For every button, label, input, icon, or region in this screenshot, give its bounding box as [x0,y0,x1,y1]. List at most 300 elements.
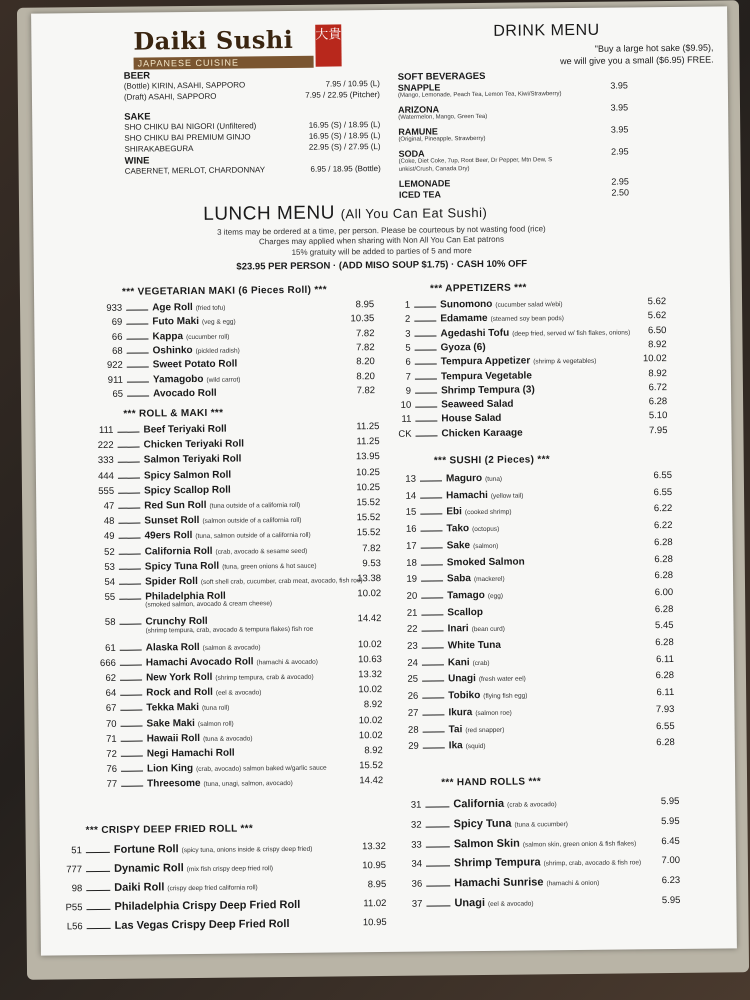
order-blank [120,640,142,650]
order-blank [426,877,450,887]
item-number: 34 [411,859,423,871]
beer-label: BEER [123,70,151,82]
lunch-title-text: LUNCH MENU [203,202,335,225]
order-blank [121,731,143,741]
item-number: 70 [105,718,117,730]
item-number: 24 [407,657,418,669]
item-name: Ikura [448,706,473,719]
roll-maki-item [86,466,380,483]
item-number: 66 [111,331,123,343]
soft-beverages-label: SOFT BEVERAGES [397,70,486,83]
order-blank [120,716,142,726]
sake-row-name: SHO CHIKU BAI NIGORI (Unfiltered) [124,121,257,132]
item-number: 3 [405,328,411,340]
item-description: (eel & avocado) [215,689,262,697]
item-name: Tempura Vegetable [440,369,532,382]
sake-row-price: 22.95 (S) / 27.95 (L) [308,142,381,152]
order-blank [118,483,140,493]
beer-row-price: 7.95 / 10.95 (L) [325,79,380,89]
item-description: (crispy deep fried california roll) [167,884,258,893]
appetizers-item [397,424,667,441]
order-blank [118,529,140,539]
vegetarian-title: *** VEGETARIAN MAKI (6 Pieces Roll) *** [121,284,327,298]
item-price: 6.28 [654,536,673,548]
item-number: 111 [98,424,114,436]
item-price: 7.82 [362,542,381,554]
item-name: Oshinko [152,344,193,357]
item-description: (salmon roe) [475,709,512,717]
item-description: (eel & avocado) [487,900,534,908]
item-price: 6.55 [653,469,673,482]
sushi-item [399,603,673,620]
sushi-item [400,636,674,653]
item-description: (smoked salmon, avocado & cream cheese) [145,600,273,609]
soft-drink-price: 3.95 [610,80,628,91]
roll-maki-item [86,450,380,467]
item-number: CK [398,428,412,440]
item-description: (tuna outside of a california roll) [209,501,301,510]
order-blank [420,521,442,531]
item-price: 11.02 [363,897,387,910]
lunch-subtitle: (All You Can Eat Sushi) [340,204,488,222]
item-name: Tempura Appetizer [440,355,531,368]
item-price: 9.53 [362,557,381,570]
order-blank [415,369,437,379]
order-blank [423,722,445,732]
item-number: 13 [405,473,417,485]
item-description: (tuna, green onions & hot sauce) [222,562,317,571]
logo-seal: 大貴 [315,24,341,66]
item-description: (flying fish egg) [483,692,528,701]
item-name: Sake Maki [146,717,195,730]
order-blank [426,817,450,827]
order-blank [414,326,436,336]
order-blank [119,544,141,554]
order-blank [422,688,444,698]
item-name: Unagi [454,896,486,910]
item-name: Sunset Roll [144,515,200,527]
item-name: Beef Teriyaki Roll [143,423,227,436]
sake-row-name: SHIRAKABEGURA [124,143,194,154]
item-name: New York Roll [145,671,213,684]
item-price: 8.92 [648,367,667,379]
item-number: 36 [411,878,423,890]
item-description: (salmon & avocado) [202,643,261,652]
item-price: 6.00 [654,586,674,599]
item-number: 9 [405,385,412,397]
item-number: 61 [105,642,116,654]
item-number: 6 [405,356,411,368]
item-name: Hamachi [446,489,488,502]
item-price: 10.02 [358,729,383,742]
item-price: 6.22 [653,503,673,515]
item-name: Edamame [440,313,488,325]
roll-maki-item [86,511,380,528]
sushi-item [401,736,675,753]
item-description: (spicy tuna, onions inside & crispy deep fried) [181,845,313,855]
item-number: 76 [106,763,118,776]
item-name: Daiki Roll [114,881,165,894]
item-number: 17 [406,540,417,552]
hand-rolls-item [402,874,680,891]
item-name: Scallop [447,606,484,618]
item-price: 6.23 [661,875,681,887]
lunch-note-2: Charges may applied when sharing with Non All You Can Eat patrons [258,234,505,247]
item-name: Smoked Salmon [446,556,525,568]
sake-row-name: SHO CHIKU BAI PREMIUM GINJO [124,132,251,143]
item-number: 48 [103,516,115,528]
order-blank [121,762,143,772]
soft-drink-desc: (Mango, Lemonade, Peach Tea, Lemon Tea, Kiwi/Strawberry) [397,91,562,99]
item-name: Crunchy Roll [145,616,208,628]
roll-maki-item [89,759,383,776]
order-blank [127,372,149,382]
item-name: Sweet Potato Roll [152,358,238,371]
roll-maki-item [88,638,382,655]
order-blank [121,777,143,787]
drink-promo-line-1: "Buy a large hot sake ($9.95), [594,42,714,54]
logo-name: Daiki Sushi [133,24,294,56]
soft-drink-desc: (Original, Pineapple, Strawberry) [398,135,486,143]
order-blank [414,312,436,322]
order-blank [126,329,148,339]
item-description: (crab & avocado) [507,801,557,809]
item-price: 6.28 [648,396,668,408]
roll-maki-item [86,496,380,513]
item-price: 10.02 [358,684,383,696]
item-name: Lion King [146,763,194,775]
item-number: 49 [103,531,115,543]
item-number: 7 [405,371,411,383]
item-number: 666 [99,657,116,669]
item-price: 6.28 [655,670,675,682]
item-price: 8.92 [363,699,383,711]
roll-maki-item [88,683,382,700]
item-description: (salmon outside of a california roll) [202,517,302,526]
soft-drink-name: ARIZONA [398,104,440,115]
item-price: 5.62 [647,296,667,308]
sushi-item [399,619,673,636]
order-blank [118,453,140,463]
order-blank [415,412,437,422]
item-number: 5 [405,342,411,354]
item-name: White Tuna [447,639,501,652]
item-price: 8.95 [367,878,387,891]
item-name: Sunomono [440,298,493,311]
restaurant-logo [133,24,373,75]
item-name: Kani [447,656,470,669]
item-price: 15.52 [356,512,381,524]
item-price: 10.35 [350,313,375,325]
order-blank [120,686,142,696]
order-blank [86,862,110,872]
hand-rolls-item [402,815,680,832]
item-price: 7.93 [655,703,675,715]
wine-label: WINE [124,155,150,167]
order-blank [118,514,140,524]
soft-drink-desc: unkist/Crush, Canada Dry) [398,166,470,173]
drink-menu-title: DRINK MENU [493,21,600,40]
order-blank [86,900,110,910]
menu-sheet [31,6,737,955]
item-number: 67 [105,703,117,715]
soft-drink-desc: (Watermelon, Mango, Green Tea) [398,113,488,121]
item-number: 25 [407,674,419,686]
item-number: 19 [406,573,418,585]
item-name: Tako [446,523,470,535]
item-price: 10.02 [642,353,667,365]
item-price: 6.50 [647,324,667,336]
roll-maki-item [88,668,382,685]
item-price: 15.52 [359,760,384,772]
item-name: Tai [448,723,463,735]
item-price: 6.28 [654,570,674,582]
order-blank [127,343,149,353]
sushi-item [399,552,673,569]
hand-rolls-item [401,795,679,812]
item-description: (tuna, unagi, salmon, avocado) [203,780,293,789]
order-blank [415,340,437,350]
item-name: Las Vegas Crispy Deep Fried Roll [114,918,290,932]
order-blank [426,857,450,867]
item-price: 10.02 [357,588,382,600]
order-blank [423,739,445,749]
soft-drink-name: LEMONADE [398,178,451,189]
item-price: 5.62 [647,310,667,322]
item-name: Chicken Teriyaki Roll [143,438,245,451]
item-name: Shrimp Tempura [453,856,541,870]
item-number: 1 [404,299,411,311]
item-number: 71 [106,733,117,745]
roll-maki-item [86,435,380,452]
item-name: Rock and Roll [146,686,213,699]
item-price: 6.11 [656,653,674,665]
sake-row-price: 16.95 (S) / 18.95 (L) [308,131,381,141]
item-name: Tamago [447,589,485,602]
item-number: 222 [97,440,114,452]
roll-maki-item [87,542,381,559]
item-price: 6.28 [654,603,674,615]
order-blank [119,590,141,600]
item-price: 8.92 [648,338,667,351]
sushi-item [399,569,673,586]
order-blank [120,671,142,681]
crispy-deep-fried-item [58,859,386,876]
item-description: (hamachi & onion) [546,879,600,888]
item-description: (veg & egg) [201,318,236,327]
item-number: 555 [98,485,115,497]
item-price: 8.20 [356,356,375,368]
sushi-item [398,486,672,503]
item-description: (squid) [465,743,486,751]
roll-maki-title: *** ROLL & MAKI *** [123,407,224,420]
item-description: (hamachi & avocado) [256,658,318,667]
item-description: (tuna, salmon outside of a california roll) [195,532,311,541]
order-blank [415,398,437,408]
item-name: Dynamic Roll [113,862,184,875]
item-price: 5.45 [654,620,674,632]
item-number: L56 [66,921,83,933]
item-price: 6.11 [656,687,675,699]
soft-drink-price: 2.50 [611,187,630,198]
order-blank [119,575,141,585]
order-blank [426,837,450,847]
item-price: 7.95 [648,424,668,436]
item-name: Ebi [446,506,462,518]
drink-promo-line-2: we will give you a small ($6.95) FREE. [559,54,714,67]
order-blank [86,843,110,853]
order-blank [414,297,436,307]
item-number: 333 [97,455,114,467]
item-number: 69 [111,317,123,329]
item-price: 7.82 [356,341,375,354]
item-price: 5.10 [648,410,668,422]
item-price: 6.72 [648,381,668,394]
item-name: Shrimp Tempura (3) [440,384,535,397]
order-blank [119,559,141,569]
item-name: Gyoza (6) [440,341,486,354]
item-description: (tuna & avocado) [203,735,253,743]
beer-row-price: 7.95 / 22.95 (Pitcher) [305,90,380,100]
soft-drink-price: 2.95 [610,146,629,157]
item-number: 21 [406,607,418,619]
item-number: 28 [407,724,419,736]
wine-row-price: 6.95 / 18.95 (Bottle) [310,164,381,174]
item-name: Seaweed Salad [441,398,514,411]
order-blank [120,701,142,711]
sake-label: SAKE [124,111,151,123]
item-number: 11 [401,414,412,426]
order-blank [420,505,442,515]
item-number: 51 [71,845,82,857]
hand-rolls-item [402,835,680,852]
item-description: (fresh water eel) [478,675,526,684]
crispy-deep-fried-item [59,916,387,933]
item-name: Spicy Scallop Roll [144,484,231,497]
item-number: 911 [107,374,123,386]
order-blank [421,588,443,598]
item-price: 14.42 [359,775,384,787]
item-description: (crab) [472,659,490,667]
item-number: 37 [411,898,423,910]
order-blank [422,655,444,665]
item-number: 2 [404,314,411,326]
item-number: 933 [106,302,123,314]
item-description: (soft shell crab, cucumber, crab meat, avocado, fish roe) [200,577,363,586]
roll-maki-item [88,714,382,731]
order-blank [127,358,149,368]
sushi-item [400,653,674,670]
item-description: (shrimp, crab, avocado & fish roe) [543,859,642,868]
item-number: 29 [408,740,419,752]
item-price: 5.95 [660,795,680,808]
crispy-deep-fried-item [58,897,386,914]
item-number: 777 [66,864,83,876]
item-name: Chicken Karaage [441,427,523,440]
item-name: Hawaii Roll [146,732,201,745]
item-number: 444 [98,470,114,482]
item-description: (tuna roll) [201,705,230,713]
roll-maki-item [87,572,381,589]
roll-maki-item [87,557,381,574]
sushi-item [400,703,674,720]
roll-maki-item [89,729,383,746]
item-number: 10 [400,399,412,411]
item-price: 11.25 [356,436,380,448]
item-name: Tobiko [448,690,481,702]
item-name: Saba [446,573,471,585]
item-name: California [453,797,505,811]
order-blank [126,300,148,310]
item-description: (tuna & cucumber) [514,820,568,829]
roll-maki-item [88,698,382,715]
roll-maki-item [86,481,380,498]
item-description: (shrimp tempura, crab, avocado & tempura flakes) fish roe [145,625,314,635]
item-number: 64 [105,688,117,700]
beer-row-name: (Draft) ASAHI, SAPPORO [123,91,217,102]
item-description: (salmon) [473,542,499,550]
item-name: Avocado Roll [153,387,217,400]
item-name: Agedashi Tofu [440,327,510,339]
item-price: 15.52 [356,497,381,509]
order-blank [421,555,443,565]
item-description: (crab, avocado) salmon baked w/garlic sauce [196,764,327,774]
soft-drink-name: SODA [398,148,425,159]
order-blank [420,471,442,481]
item-number: 18 [406,557,417,569]
item-name: Philadelphia Crispy Deep Fried Roll [114,898,301,913]
order-blank [415,383,437,393]
soft-drink-name: ICED TEA [398,189,442,200]
item-name: Tekka Maki [146,702,200,714]
item-name: Kappa [152,330,184,343]
item-name: 49ers Roll [144,530,193,542]
hand-rolls-title: *** HAND ROLLS *** [441,776,542,789]
item-price: 15.52 [356,527,381,539]
item-number: 68 [111,345,123,357]
order-blank [121,747,143,757]
soft-drink-name: SNAPPLE [397,82,441,93]
sushi-item [401,719,675,736]
item-price: 13.95 [355,451,380,463]
item-price: 10.25 [356,466,380,478]
item-number: 16 [405,523,417,535]
item-price: 10.95 [362,916,387,929]
lunch-menu-title [203,201,487,226]
item-description: (mix fish crispy deep fried roll) [186,865,274,874]
item-description: (steamed soy bean pods) [490,315,564,324]
item-number: 55 [104,592,116,604]
item-name: House Salad [441,413,502,425]
item-description: (tuna) [485,475,503,483]
order-blank [422,705,444,715]
order-blank [421,538,443,548]
item-description: (cucumber roll) [186,333,230,341]
item-name: Maguro [445,472,483,485]
order-blank [420,488,442,498]
sushi-item [399,536,673,553]
beer-row-name: (Bottle) KIRIN, ASAHI, SAPPORO [123,80,246,91]
item-name: Spider Roll [144,575,198,588]
item-description: (cucumber salad w/ebi) [495,301,563,309]
item-number: P55 [65,902,83,914]
roll-maki-item [86,526,380,543]
item-name: Inari [447,623,469,635]
item-number: 58 [104,617,116,629]
sushi-item [398,519,672,536]
soft-drink-name: RAMUNE [398,126,438,137]
item-name: Hamachi Avocado Roll [145,656,254,669]
